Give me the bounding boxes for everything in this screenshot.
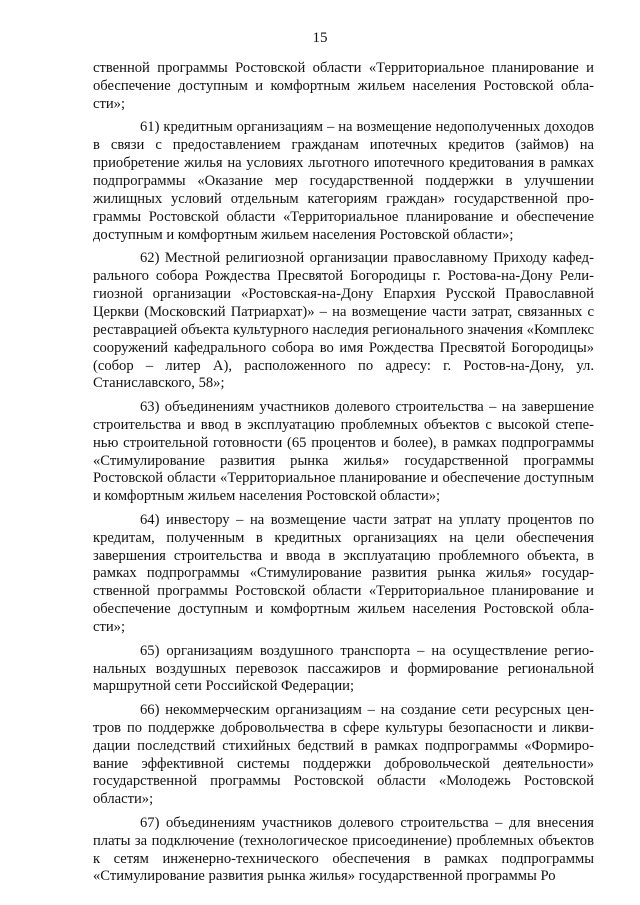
page-number: 15 [312, 30, 328, 46]
document-body [93, 60, 594, 892]
paragraph-item-66: 66) некоммерческим организациям – на создание сети ресурсных центров по поддержке добровольчества в сфере культуры безопасности и ликвидации последствий стихийных бедствий в рамках подпрограммы «Формирование эффективной системы поддержки добровольческой деятельности» государственной программы Ростовской области «Молодежь Ростовской области»; [93, 701, 594, 808]
paragraph-item-64: 64) инвестору – на возмещение части затрат на уплату процентов по кредитам, полученным в кредитных организациях на цели обеспечения завершения строительства и ввода в эксплуатацию проблемного объекта, в рамках подпрограммы «Стимулирование развития рынка жилья» государственной программы Ростовской области «Территориальное планирование и обеспечение доступным и комфортным жильем населения Ростовской области»; [93, 511, 594, 636]
paragraph-item-63: 63) объединениям участников долевого строительства – на завершение строительства и ввод в эксплуатацию проблемных объектов с высокой степенью строительной готовности (65 процентов и более), в рамках подпрограммы «Стимулирование развития рынка жилья» государственной программы Ростовской области «Территориальное планирование и обеспечение доступным и комфортным жильем населения Ростовской области»; [93, 398, 594, 505]
paragraph-item-65: 65) организациям воздушного транспорта – на осуществление региональных воздушных перевозок пассажиров и формирование региональной маршрутной сети Российской Федерации; [93, 642, 594, 695]
paragraph-item-67: 67) объединениям участников долевого строительства – для внесения платы за подключение (технологическое присоединение) проблемных объектов к сетям инженерно-технического обеспечения в рамках подпрограммы «Стимулирование развития рынка жилья» государственной программы Ро [93, 814, 594, 885]
paragraph-item-61: 61) кредитным организациям – на возмещение недополученных доходов в связи с предоставлением гражданам ипотечных кредитов (займов) на приобретение жилья на условиях льготного ипотечного кредитования в рамках подпрограммы «Оказание мер государственной поддержки в улучшении жилищных условий отдельным категориям граждан» государственной программы Ростовской области «Территориальное планирование и обеспечение доступным и комфортным жильем населения Ростовской области»; [93, 119, 594, 243]
paragraph-item-62: 62) Местной религиозной организации православному Приходу кафедрального собора Рождества Пресвятой Богородицы г. Ростова-на-Дону Религиозной организации «Ростовская-на-Дону Епархия Русской Православной Церкви (Московский Патриархат)» – на возмещение части затрат, связанных с реставрацией объекта культурного наследия регионального значения «Комплекс сооружений кафедрального собора во имя Рождества Пресвятой Богородицы» (собор – литер А), расположенного по адресу: г. Ростов-на-Дону, ул. Станиславского, 58»; [93, 250, 594, 392]
paragraph-continuation: ственной программы Ростовской области «Территориальное планирование и обеспечение доступным и комфортным жильем населения Ростовской области»; [93, 60, 594, 112]
